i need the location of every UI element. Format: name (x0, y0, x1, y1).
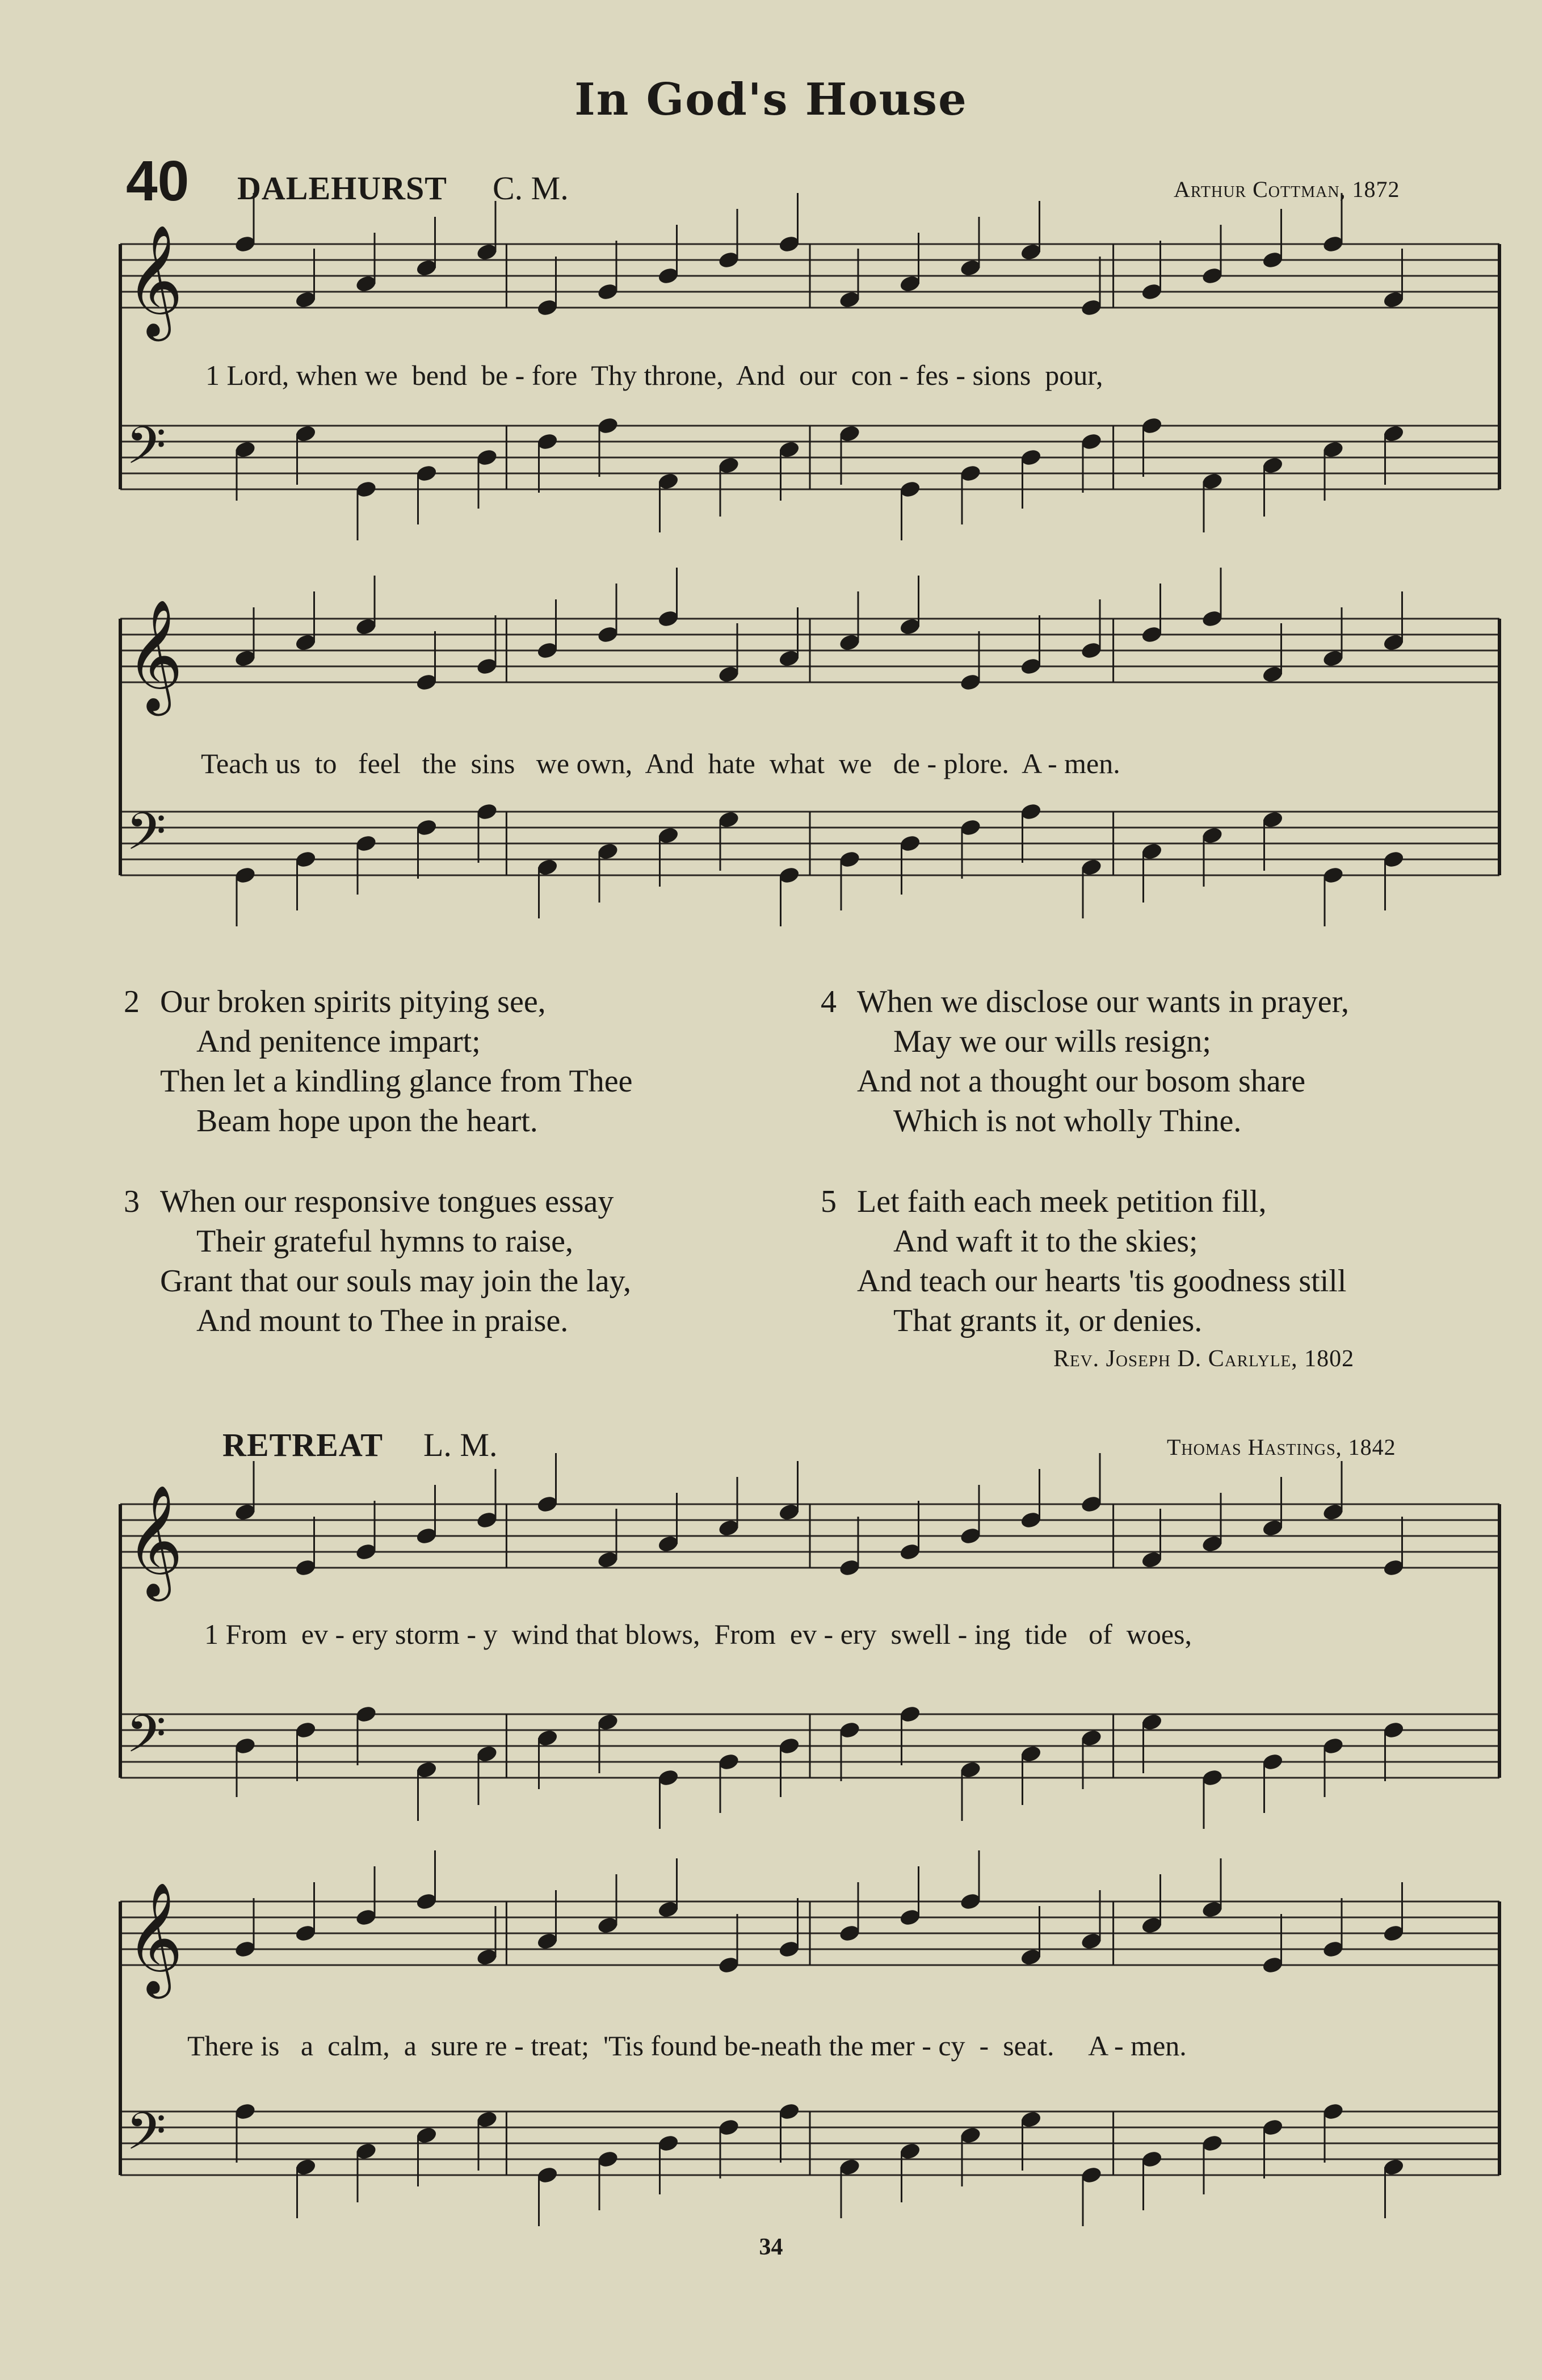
stanza-line: And waft it to the skies; (893, 1224, 1198, 1259)
stanza-line: Beam hope upon the heart. (196, 1103, 538, 1139)
treble-clef-icon: 𝄞 (126, 599, 183, 711)
bass-clef-icon: 𝄢 (126, 801, 166, 874)
stanza-number: 2 (124, 984, 140, 1019)
stanza-line: Then let a kindling glance from Thee (160, 1064, 633, 1099)
stanza-number: 4 (821, 984, 837, 1019)
stanza-line: And not a thought our bosom share (857, 1064, 1306, 1099)
text-author: Rev. Joseph D. Carlyle, 1802 (1053, 1346, 1355, 1372)
stanza-number: 3 (124, 1184, 140, 1219)
bass-clef-icon: 𝄢 (126, 415, 166, 488)
stanza-line: Grant that our souls may join the lay, (160, 1264, 631, 1299)
stanza-line: And mount to Thee in praise. (196, 1303, 569, 1338)
meter: L. M. (423, 1426, 498, 1463)
lyrics-line: 1 From ev - ery storm - y wind that blows, From ev - ery swell - ing tide of woes, (204, 1618, 1192, 1650)
music-system-3 (0, 1476, 1542, 1828)
tune-name: RETREAT (222, 1426, 384, 1463)
stanza-2 (124, 982, 632, 1141)
lyrics-line: 1 Lord, when we bend be - fore Thy throne, And our con - fes - sions pour, (205, 359, 1103, 391)
stanza-line: And teach our hearts 'tis goodness still (857, 1264, 1347, 1299)
treble-clef-icon: 𝄞 (126, 1484, 183, 1597)
hymn-number: 40 (126, 149, 190, 213)
stanza-line: That grants it, or denies. (893, 1303, 1203, 1338)
treble-clef-icon: 𝄞 (126, 1882, 183, 1994)
stanza-3 (124, 1182, 631, 1341)
stanza-line: When we disclose our wants in prayer, (857, 984, 1350, 1019)
bass-clef-icon: 𝄢 (126, 2101, 166, 2174)
stanza-5 (821, 1182, 1346, 1341)
composer: Thomas Hastings, 1842 (1167, 1434, 1396, 1460)
composer: Arthur Cottman, 1872 (1174, 177, 1400, 202)
stanza-line: Which is not wholly Thine. (893, 1103, 1242, 1139)
lyrics-line: Teach us to feel the sins we own, And hate what we de - plore. A - men. (201, 748, 1120, 779)
stanza-line: Let faith each meek petition fill, (857, 1184, 1267, 1219)
meter: C. M. (493, 170, 569, 207)
stanza-4 (821, 982, 1349, 1141)
bass-clef-icon: 𝄢 (126, 1704, 166, 1777)
treble-clef-icon: 𝄞 (126, 224, 183, 337)
stanza-line: Our broken spirits pitying see, (160, 984, 546, 1019)
section-title: In God's House (574, 74, 968, 125)
stanza-number: 5 (821, 1184, 837, 1219)
stanza-line: May we our wills resign; (893, 1024, 1211, 1059)
stanza-line: Their grateful hymns to raise, (196, 1224, 574, 1259)
tune-name: DALEHURST (237, 170, 447, 207)
stanza-line: When our responsive tongues essay (160, 1184, 614, 1219)
stanza-line: And penitence impart; (196, 1024, 481, 1059)
page-number: 34 (759, 2234, 783, 2260)
lyrics-line: There is a calm, a sure re - treat; 'Tis found be-neath the mer - cy - seat. A - men. (187, 2030, 1187, 2062)
